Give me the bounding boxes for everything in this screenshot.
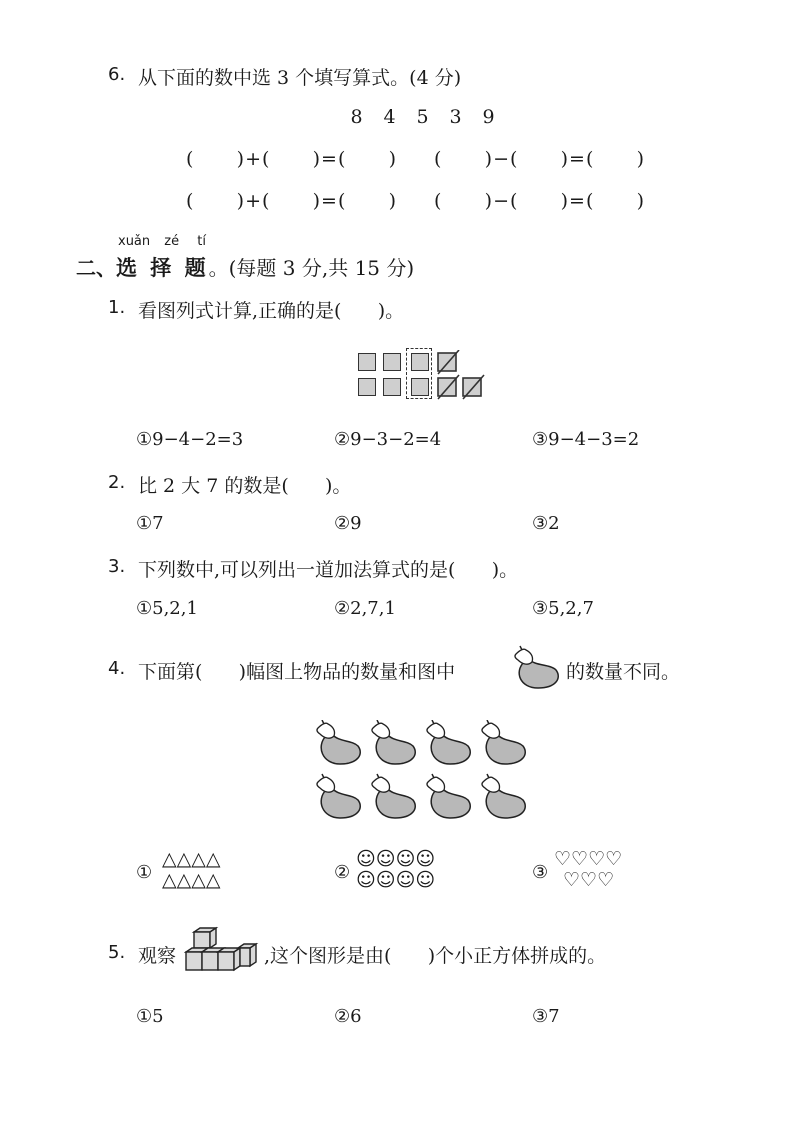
q1-square-figure <box>355 350 495 402</box>
q2-text: 比 2 大 7 的数是( )。 <box>138 475 352 497</box>
smiley-icon-row: ☺☺☺☺ <box>356 848 436 870</box>
q6-prompt: 从下面的数中选 3 个填写算式。(4 分) <box>138 67 462 89</box>
q4-number: 4. <box>108 658 126 679</box>
q2-option-1[interactable]: ①7 <box>136 513 164 534</box>
triangle-icon-row: △△△△ <box>162 848 221 870</box>
q2-option-3[interactable]: ③2 <box>532 513 560 534</box>
q4-text-after: 的数量不同。 <box>566 661 681 683</box>
q3-text: 下列数中,可以列出一道加法算式的是( )。 <box>138 559 519 581</box>
q4-option-2-mark[interactable]: ② <box>334 862 351 883</box>
square-icon <box>358 353 376 371</box>
q6-add-equation-2[interactable]: ( )+( )=( ) <box>186 190 398 212</box>
q5-text-before: 观察 <box>138 945 177 967</box>
q4-option-3-mark[interactable]: ③ <box>532 862 549 883</box>
q6-number: 6. <box>108 64 126 85</box>
q6-sub-equation-1[interactable]: ( )−( )=( ) <box>434 148 646 170</box>
dashed-circle-group <box>406 348 432 399</box>
q3-number: 3. <box>108 556 126 577</box>
q5-number: 5. <box>108 942 126 963</box>
q3-option-3[interactable]: ③5,2,7 <box>532 598 594 619</box>
q6-number-list <box>340 106 505 128</box>
section-pinyin <box>118 234 206 249</box>
pinyin-syllable: tí <box>197 234 206 249</box>
q1-option-2[interactable]: ②9−3−2=4 <box>334 429 442 450</box>
crossed-square-icons <box>435 350 495 402</box>
q6-number-item: 3 <box>449 106 462 128</box>
q5-text-after: ,这个图形是由( )个小正方体拼成的。 <box>264 945 607 967</box>
heart-icon-row: ♡♡♡ <box>563 869 615 891</box>
heart-icon-row: ♡♡♡♡ <box>554 848 623 870</box>
q5-option-2[interactable]: ②6 <box>334 1006 362 1027</box>
q5-option-1[interactable]: ①5 <box>136 1006 164 1027</box>
cube-stack-icon <box>184 926 262 976</box>
q1-option-3[interactable]: ③9−4−3=2 <box>532 429 640 450</box>
q5-option-3[interactable]: ③7 <box>532 1006 560 1027</box>
q6-number-item: 9 <box>482 106 495 128</box>
q1-text: 看图列式计算,正确的是( )。 <box>138 300 405 322</box>
q6-number-item: 5 <box>416 106 429 128</box>
q4-text-before: 下面第( )幅图上物品的数量和图中 <box>138 661 456 683</box>
eggplant-icon <box>510 644 562 692</box>
square-icon <box>383 353 401 371</box>
section-number: 二、 <box>76 256 116 280</box>
q3-option-1[interactable]: ①5,2,1 <box>136 598 198 619</box>
q6-sub-equation-2[interactable]: ( )−( )=( ) <box>434 190 646 212</box>
q4-option-1-mark[interactable]: ① <box>136 862 153 883</box>
section-title: 选 择 题 <box>116 255 209 280</box>
q4-option-2-smileys <box>356 849 435 891</box>
q6-add-equation-1[interactable]: ( )+( )=( ) <box>186 148 398 170</box>
smiley-icon-row: ☺☺☺☺ <box>356 869 436 891</box>
q6-number-item: 8 <box>350 106 363 128</box>
q4-option-3-hearts <box>554 849 622 891</box>
section-heading <box>76 252 414 282</box>
pinyin-syllable: xuǎn <box>118 234 151 249</box>
q4-option-1-triangles <box>162 849 220 891</box>
eggplant-group <box>314 720 534 824</box>
q2-option-2[interactable]: ②9 <box>334 513 362 534</box>
triangle-icon-row: △△△△ <box>162 869 221 891</box>
q3-option-2[interactable]: ②2,7,1 <box>334 598 396 619</box>
square-icon <box>383 378 401 396</box>
pinyin-syllable: zé <box>164 234 180 249</box>
q6-number-item: 4 <box>383 106 396 128</box>
q1-number: 1. <box>108 297 126 318</box>
q2-number: 2. <box>108 472 126 493</box>
q1-option-1[interactable]: ①9−4−2=3 <box>136 429 244 450</box>
square-icon <box>358 378 376 396</box>
section-scoring: 。(每题 3 分,共 15 分) <box>208 256 415 280</box>
